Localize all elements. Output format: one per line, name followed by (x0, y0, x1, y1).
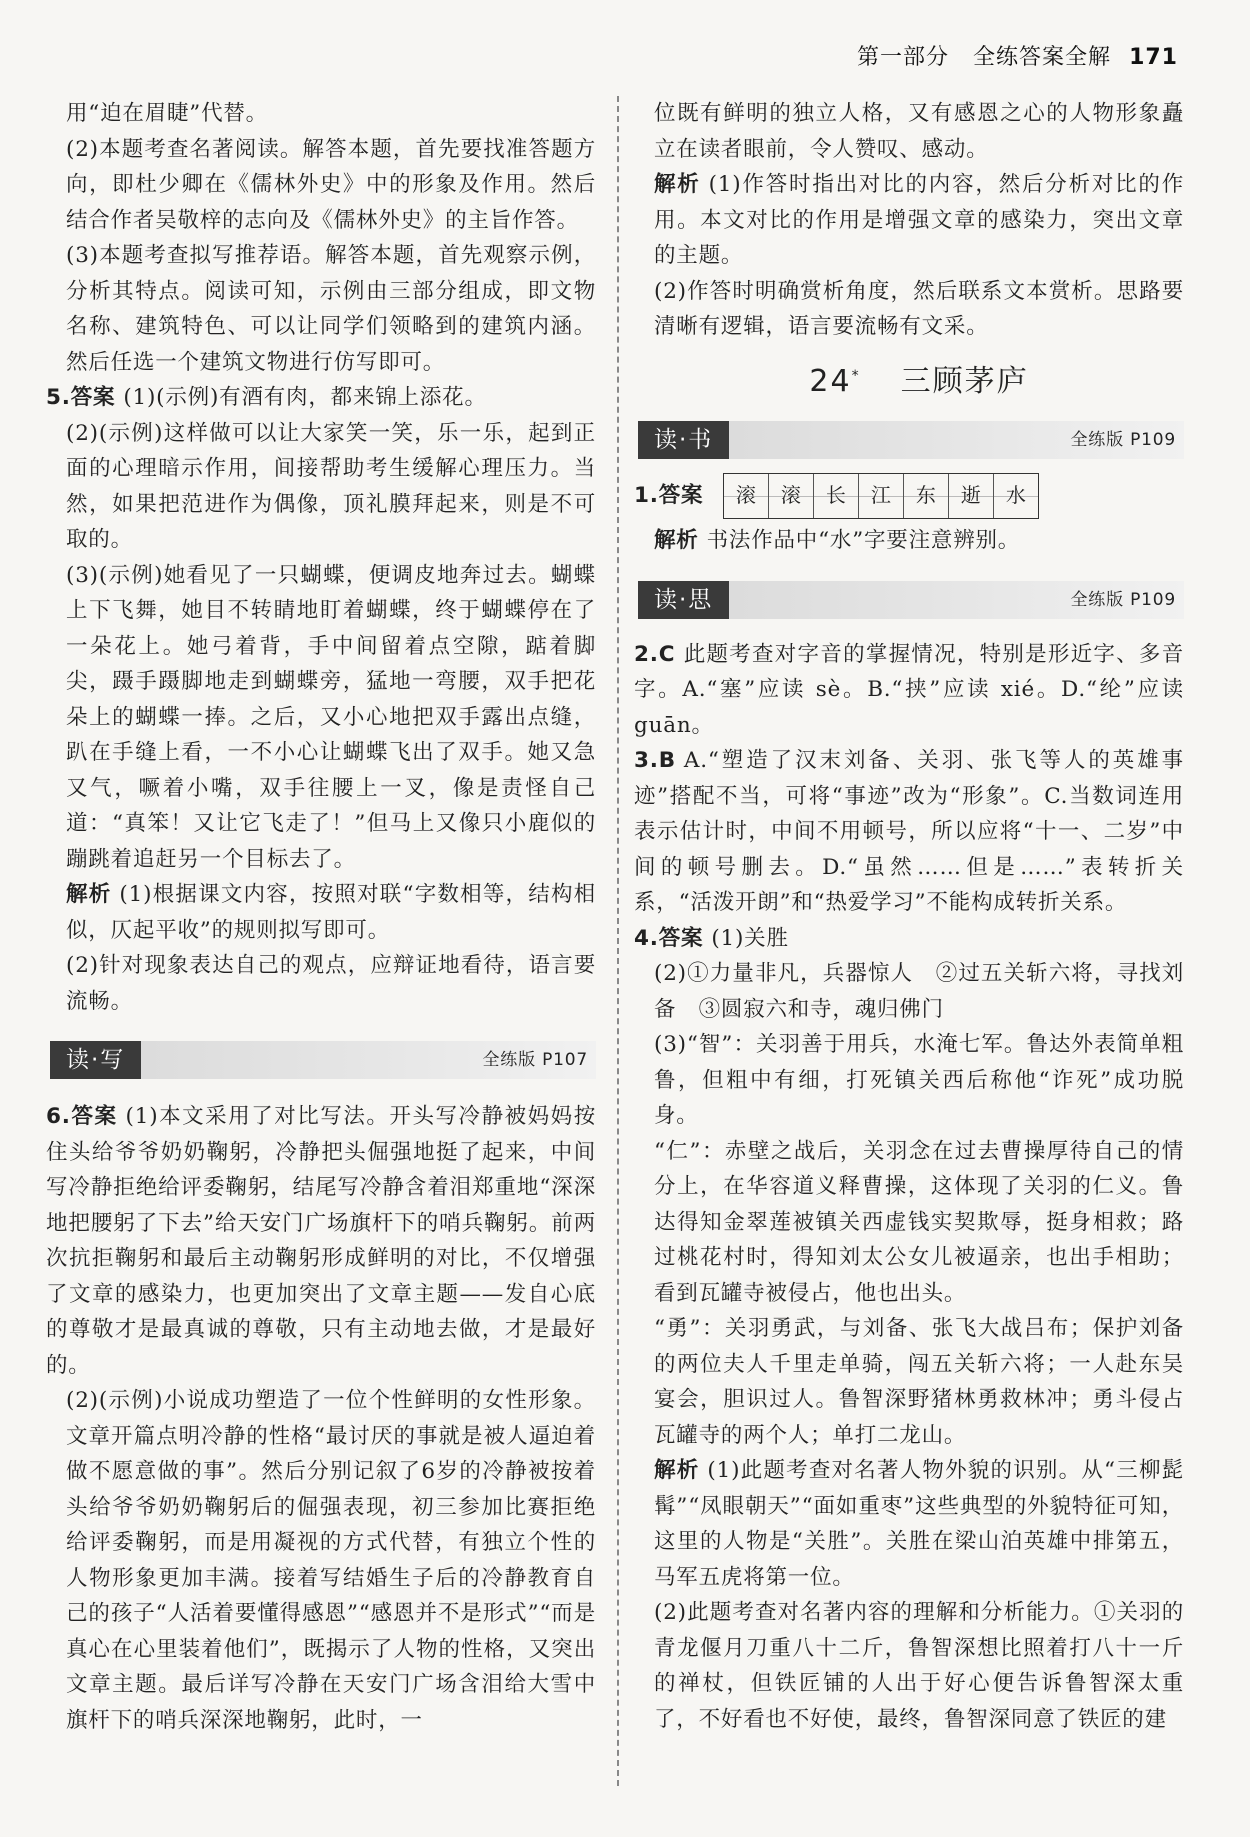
grid-cell: 江 (859, 474, 904, 518)
header-section: 全练答案全解 (973, 45, 1112, 70)
answer-text: A.“塑造了汉末刘备、关羽、张飞等人的英雄事迹”搭配不当，可将“事迹”改为“形象”。C.当数词连用表示估计时，中间不用顿号，所以应将“十一、二岁”中间的顿号删去。D.“虽然……但是……”表转折关系，“活泼开朗”和“热爱学习”不能构成转折关系。 (634, 748, 1184, 915)
left-column (46, 96, 597, 1738)
analysis-label: 解析 (654, 1458, 700, 1483)
grid-cell: 滚 (724, 474, 769, 518)
answer-text: (1)(示例)有酒有肉，都来锦上添花。 (123, 385, 487, 410)
analysis-text: (1)作答时指出对比的内容，然后分析对比的作用。本文对比的作用是增强文章的感染力，突出文章的主题。 (654, 172, 1184, 268)
section-page-ref: 全练版 P109 (1070, 430, 1176, 450)
analysis (66, 877, 596, 948)
answer-text: (1)关胜 (711, 925, 789, 951)
grid-cell: 东 (904, 474, 949, 518)
section-page-ref: 全练版 P109 (1070, 589, 1176, 610)
question-2 (634, 637, 1184, 744)
paragraph: (3)本题考查拟写推荐语。解答本题，首先观察示例，分析其特点。阅读可知，示例由三部分组成，即文物名称、建筑特色、可以让同学们领略到的建筑内涵。然后任选一个建筑文物进行仿写即可。 (66, 243, 596, 375)
section-page-ref: 全练版 P107 (482, 1050, 588, 1070)
paragraph: (2)本题考查名著阅读。解答本题，首先要找准答题方向，即杜少卿在《儒林外史》中的形象及作用。然后结合作者吴敬梓的志向及《儒林外史》的主旨作答。 (66, 136, 596, 233)
answer-label: 1.答案 (634, 483, 704, 509)
header-part: 第一部分 (857, 45, 950, 70)
answer-label: 2.C (634, 641, 676, 667)
paragraph: (2)①力量非凡，兵器惊人 ②过五关斩六将，寻找刘备 ③圆寂六和寺，魂归佛门 (654, 961, 1184, 1022)
paragraph: (2)作答时明确赏析角度，然后联系文本赏析。思路要清晰有逻辑，语言要流畅有文采。 (654, 278, 1184, 339)
analysis-label: 解析 (654, 528, 699, 553)
section-tag: 读·写 (50, 1041, 141, 1079)
answer-label: 6.答案 (46, 1104, 118, 1129)
question-5 (46, 380, 596, 416)
grid-cell: 滚 (769, 474, 814, 518)
page-number: 171 (1129, 45, 1178, 70)
lesson-number: 24 (809, 363, 852, 399)
answer-label: 3.B (634, 748, 676, 773)
section-tag: 读·思 (638, 581, 729, 619)
section-bar-read-write (50, 1041, 596, 1079)
paragraph: (2)针对现象表达自己的观点，应辩证地看待，语言要流畅。 (66, 953, 596, 1014)
answer-label: 4.答案 (634, 925, 704, 951)
question-4 (634, 921, 1184, 957)
paragraph: (3)“智”：关羽善于用兵，水淹七军。鲁达外表简单粗鲁，但粗中有细，打死镇关西后称他“诈死”成功脱身。 (654, 1032, 1184, 1128)
answer-text: (1)本文采用了对比写法。开头写冷静被妈妈按住头给爷爷奶奶鞠躬，冷静把头倔强地挺了起来，中间写冷静拒绝给评委鞠躬，结尾写冷静含着泪郑重地“深深地把腰躬了下去”给天安门广场旗杆下的哨兵鞠躬。前两次抗拒鞠躬和最后主动鞠躬形成鲜明的对比，不仅增强了文章的感染力，也更加突出了文章主题——发自心底的尊敬才是最真诚的尊敬，只有主动地去做，才是最好的。 (46, 1104, 597, 1378)
section-bar-read-think (638, 581, 1184, 619)
paragraph: (2)(示例)这样做可以让大家笑一笑，乐一乐，起到正面的心理暗示作用，间接帮助考生缓解心理压力。当然，如果把范进作为偶像，顶礼膜拜起来，则是不可取的。 (66, 420, 596, 552)
analysis (654, 1453, 1184, 1595)
column-divider (617, 96, 619, 1786)
right-column (634, 96, 1184, 1737)
section-tag: 读·书 (638, 421, 729, 459)
section-bar-read-book (638, 421, 1184, 459)
answer-label: 5.答案 (46, 385, 116, 410)
question-6 (46, 1099, 596, 1383)
grid-cell: 逝 (949, 474, 994, 518)
lesson-name: 三顾茅庐 (900, 363, 1029, 399)
lesson-mark: * (851, 367, 861, 384)
analysis-label: 解析 (654, 172, 701, 197)
character-grid (723, 473, 1039, 519)
analysis-label: 解析 (66, 882, 112, 907)
paragraph: 用“迫在眉睫”代替。 (66, 101, 268, 126)
analysis (654, 167, 1184, 274)
analysis-text: (1)此题考查对名著人物外貌的识别。从“三柳髭髯”“凤眼朝天”“面如重枣”这些典型的外貌特征可知，这里的人物是“关胜”。关胜在梁山泊英雄中排第五，马军五虎将第一位。 (654, 1458, 1184, 1590)
page-header (857, 40, 1178, 71)
analysis-text: 书法作品中“水”字要注意辨别。 (706, 528, 1021, 553)
paragraph: 位既有鲜明的独立人格，又有感恩之心的人物形象矗立在读者眼前，令人赞叹、感动。 (654, 101, 1184, 162)
paragraph: (2)此题考查对名著内容的理解和分析能力。①关羽的青龙偃月刀重八十二斤，鲁智深想比照着打八十一斤的禅杖，但铁匠铺的人出于好心便告诉鲁智深太重了，不好看也不好使，最终，鲁智深同意了铁匠的建 (654, 1600, 1184, 1732)
grid-cell: 长 (814, 474, 859, 518)
grid-cell: 水 (994, 474, 1038, 518)
analysis (654, 523, 1184, 559)
paragraph: “仁”：赤壁之战后，关羽念在过去曹操厚待自己的情分上，在华容道义释曹操，这体现了关羽的仁义。鲁达得知金翠莲被镇关西虚钱实契欺辱，挺身相救；路过桃花村时，得知刘太公女儿被逼亲，也出手相助；看到瓦罐寺被侵占，他也出头。 (654, 1138, 1184, 1306)
question-3 (634, 743, 1184, 921)
paragraph: (2)(示例)小说成功塑造了一位个性鲜明的女性形象。文章开篇点明冷静的性格“最讨厌的事就是被人逼迫着做不愿意做的事”。然后分别记叙了6岁的冷静被按着头给爷爷奶奶鞠躬后的倔强表现，初三参加比赛拒绝给评委鞠躬，而是用凝视的方式代替，有独立个性的人物形象更加丰满。接着写结婚生子后的冷静教育自己的孩子“人活着要懂得感恩”“感恩并不是形式”“而是真心在心里装着他们”，既揭示了人物的性格，又突出文章主题。最后详写冷静在天安门广场含泪给大雪中旗杆下的哨兵深深地鞠躬，此时，一 (66, 1388, 596, 1733)
lesson-title (654, 359, 1184, 400)
answer-text: 此题考查对字音的掌握情况，特别是形近字、多音字。A.“塞”应读 sè。B.“挟”应读 xié。D.“纶”应读 guān。 (634, 641, 1184, 738)
paragraph: (3)(示例)她看见了一只蝴蝶，便调皮地奔过去。蝴蝶上下飞舞，她目不转睛地盯着蝴蝶，终于蝴蝶停在了一朵花上。她弓着背，手中间留着点空隙，踮着脚尖，蹑手蹑脚地走到蝴蝶旁，猛地一弯腰，双手把花朵上的蝴蝶一捧。之后，又小心地把双手露出点缝，趴在手缝上看，一不小心让蝴蝶飞出了双手。她又急又气，噘着小嘴，双手往腰上一叉，像是责怪自己道：“真笨！又让它飞走了！”但马上又像只小鹿似的蹦跳着追赶另一个目标去了。 (66, 562, 596, 872)
question-1 (634, 473, 1184, 519)
analysis-text: (1)根据课文内容，按照对联“字数相等，结构相似，仄起平收”的规则拟写即可。 (66, 882, 596, 943)
paragraph: “勇”：关羽勇武，与刘备、张飞大战吕布；保护刘备的两位夫人千里走单骑，闯五关斩六将；一人赴东吴宴会，胆识过人。鲁智深野猪林勇救林冲；勇斗侵占瓦罐寺的两个人；单打二龙山。 (654, 1316, 1184, 1448)
